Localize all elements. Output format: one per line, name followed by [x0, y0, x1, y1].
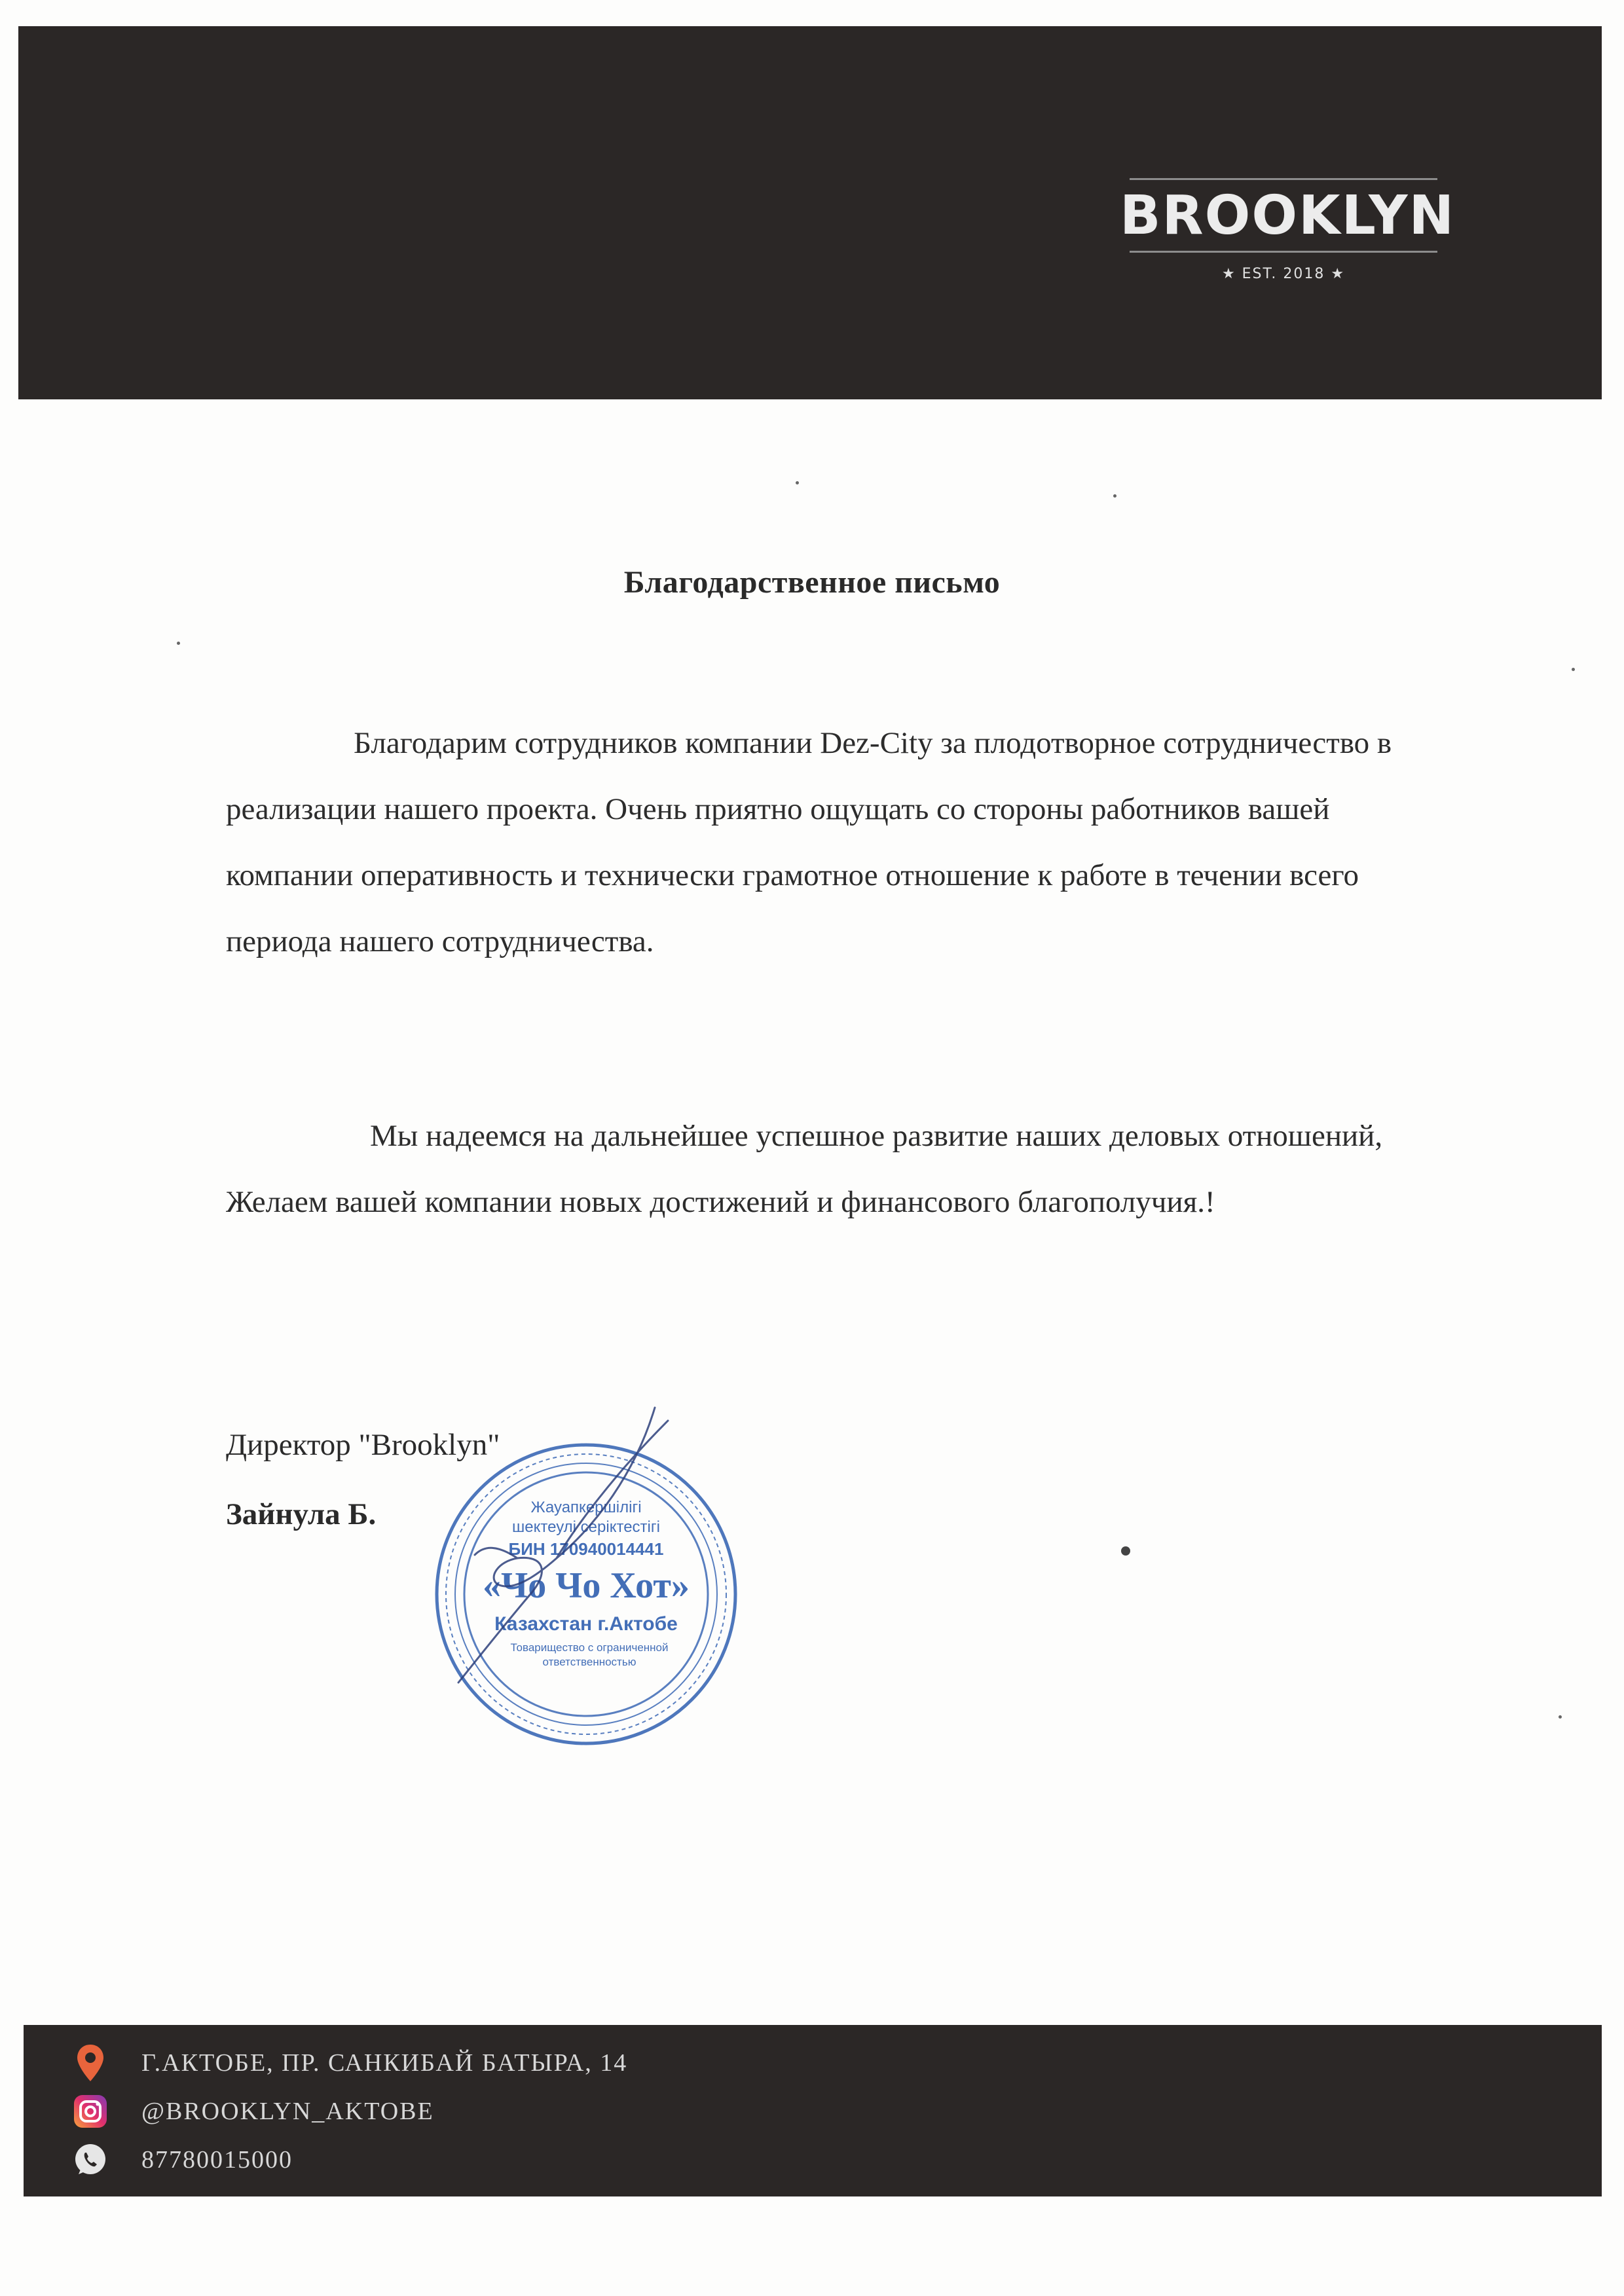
- logo-text: BROOKLYN: [1120, 185, 1456, 247]
- location-pin-icon: [71, 2043, 110, 2083]
- stamp-line-2: шектеулі серіктестігі: [512, 1518, 660, 1536]
- signatory-title: Директор "Brooklyn": [226, 1428, 500, 1462]
- logo-tagline: ★ EST. 2018 ★: [1221, 266, 1346, 282]
- letter-paragraph-1: [226, 710, 1450, 975]
- letter-title: Благодарственное письмо: [623, 565, 1001, 600]
- scan-speck: [1559, 1715, 1562, 1719]
- paragraph-2-text: Мы надеемся на дальнейшее успешное развитие наших деловых отношений, Желаем вашей компании новых достижений и финансового благополучия.!: [226, 1119, 1383, 1219]
- footer-phone: 87780015000: [141, 2146, 293, 2174]
- stamp-company: «Чо Чо Хот»: [483, 1565, 690, 1606]
- footer-band: [24, 2025, 1602, 2196]
- scan-speck: [177, 642, 180, 645]
- stamp-city: Казахстан г.Актобе: [494, 1613, 678, 1635]
- scan-speck: [1572, 668, 1575, 671]
- footer-instagram: @BROOKLYN_AKTOBE: [141, 2098, 434, 2125]
- stamp-line-7: ответственностью: [542, 1656, 637, 1668]
- logo-bottom-rule: [1130, 251, 1437, 253]
- letter-paragraph-2: [226, 1103, 1450, 1235]
- footer-address: Г.АКТОБЕ, ПР. САНКИБАЙ БАТЫРА, 14: [141, 2049, 628, 2077]
- stamp-line-6: Товарищество с ограниченной: [510, 1641, 669, 1654]
- signatory-name: Зайнула Б.: [226, 1497, 377, 1531]
- scan-speck: [1121, 1546, 1130, 1556]
- paragraph-1-text: Благодарим сотрудников компании Dez-City за плодотворное сотрудничество в реализации нашего проекта. Очень приятно ощущать со стороны работников вашей компании оперативность и технически грамотное отношение к работе в течении всего периода нашего сотрудничества.: [226, 726, 1392, 958]
- scan-speck: [796, 481, 799, 484]
- scan-speck: [1113, 494, 1116, 498]
- whatsapp-icon: [71, 2140, 110, 2179]
- instagram-icon: [71, 2092, 110, 2131]
- handwritten-signature: [419, 1394, 681, 1702]
- stamp-line-1: Жауапкершілігі: [530, 1499, 642, 1516]
- footer-phone-row: [71, 2140, 293, 2179]
- brooklyn-logo: [1120, 178, 1456, 282]
- stamp-bin: БИН 170940014441: [508, 1539, 664, 1559]
- footer-instagram-row: [71, 2092, 434, 2131]
- footer-address-row: [71, 2043, 627, 2083]
- header-band: [18, 26, 1602, 399]
